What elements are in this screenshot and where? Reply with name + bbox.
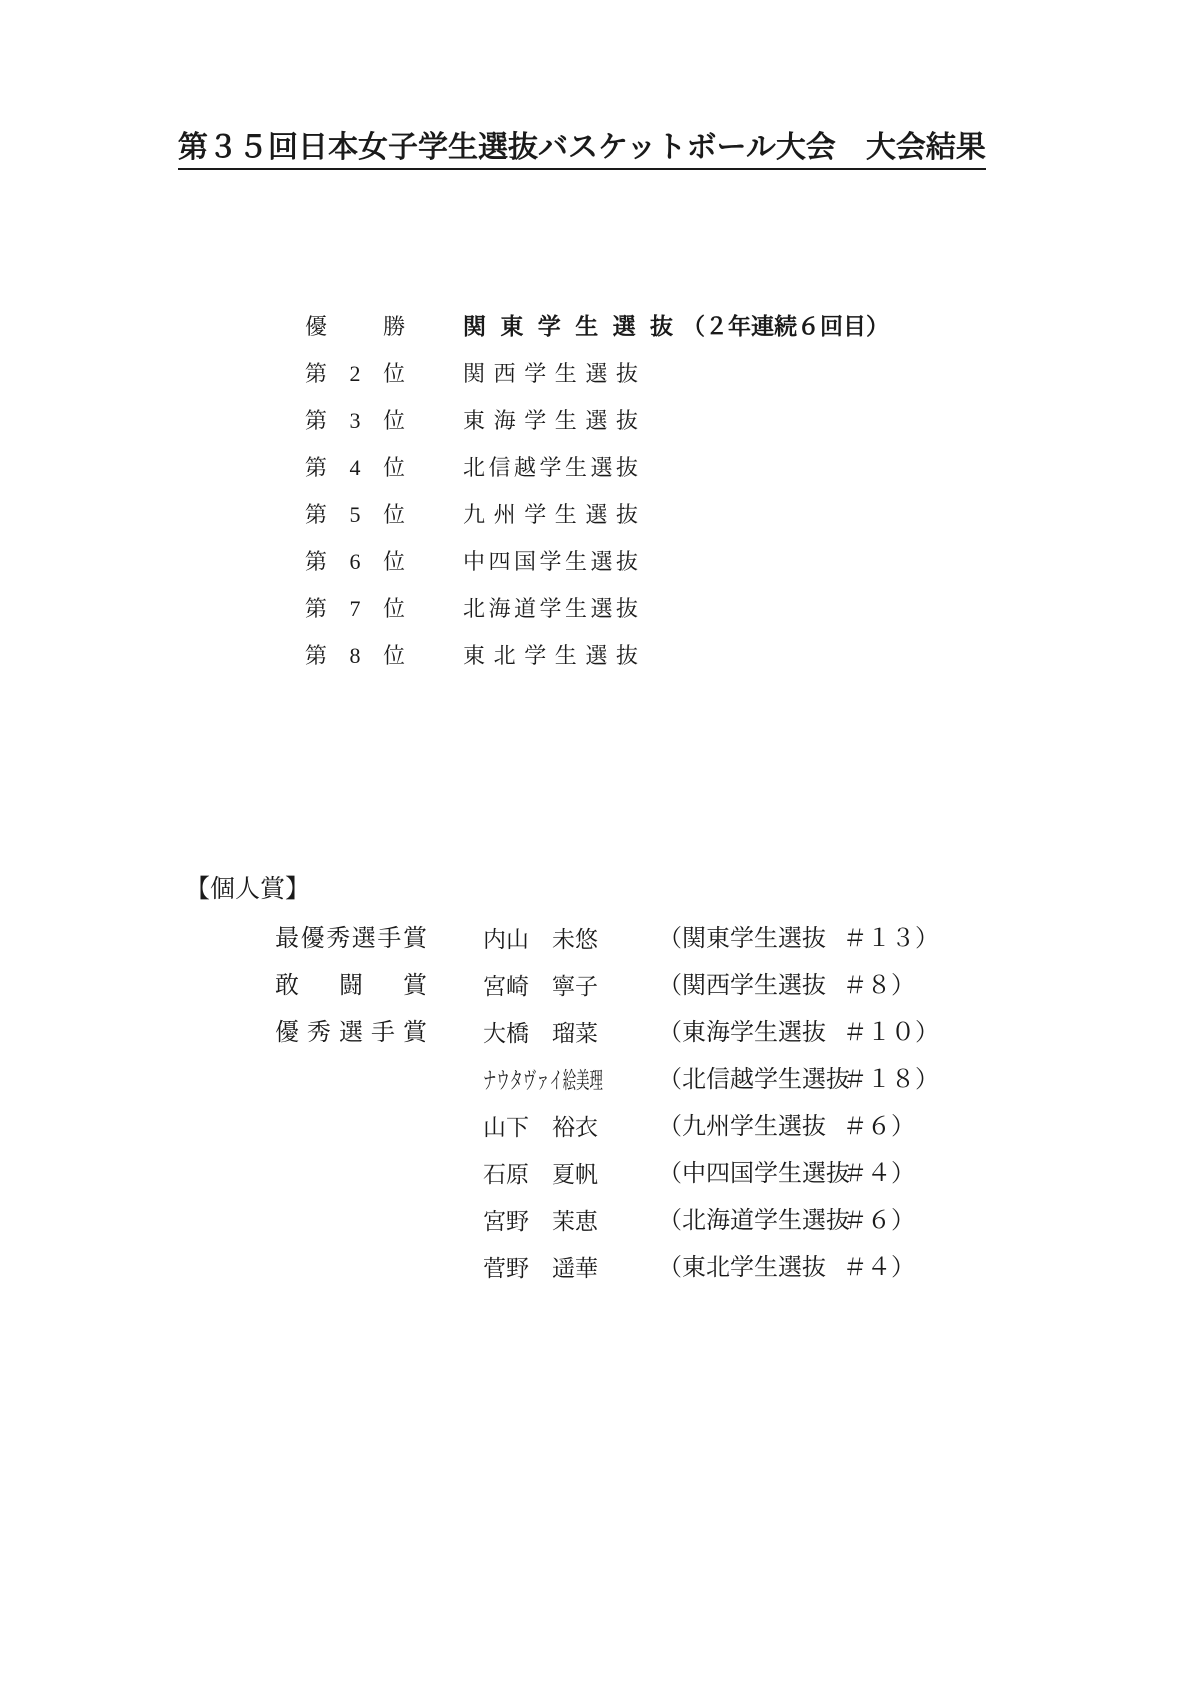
player-number: ＃４） [843, 1255, 915, 1281]
rank-label: 第4位 [305, 455, 405, 480]
player-number: ＃１８） [843, 1067, 939, 1093]
player-number: ＃１３） [843, 926, 939, 952]
rank-label: 第2位 [305, 361, 405, 386]
player-team: （北信越学生選抜 [658, 1067, 850, 1093]
team-name: 関西学生選抜 [463, 361, 638, 386]
individual-awards-heading: 【個人賞】 [185, 876, 311, 903]
award-title: 優秀選手賞 [275, 1020, 427, 1046]
player-team: （東海学生選抜 [658, 1020, 826, 1046]
page-title [178, 131, 986, 170]
player-name: ナウタヴァイ絵美理 [483, 1068, 603, 1093]
player-team: （中四国学生選抜 [658, 1161, 850, 1187]
rank-label: 第5位 [305, 502, 405, 527]
team-name: 東北学生選抜 [463, 643, 638, 668]
player-number: ＃１０） [843, 1020, 939, 1046]
rank-label: 優勝 [305, 314, 405, 339]
champion-note: （２年連続６回目） [682, 314, 889, 339]
player-name: 大橋 瑠菜 [483, 1021, 598, 1046]
rank-label: 第8位 [305, 643, 405, 668]
player-team: （九州学生選抜 [658, 1114, 826, 1140]
player-team: （東北学生選抜 [658, 1255, 826, 1281]
team-name: 関東学生選抜 [463, 314, 673, 339]
player-name: 石原 夏帆 [483, 1162, 598, 1187]
team-name: 東海学生選抜 [463, 408, 638, 433]
player-team: （北海道学生選抜 [658, 1208, 850, 1234]
player-team: （関西学生選抜 [658, 973, 826, 999]
player-number: ＃８） [843, 973, 915, 999]
player-name: 宮崎 寧子 [483, 974, 598, 999]
page-title-text: 第３５回日本女子学生選抜バスケットボール大会 大会結果 [178, 131, 986, 170]
player-number: ＃４） [843, 1161, 915, 1187]
player-number: ＃６） [843, 1114, 915, 1140]
rank-label: 第7位 [305, 596, 405, 621]
player-number: ＃６） [843, 1208, 915, 1234]
player-name: 内山 未悠 [483, 927, 598, 952]
team-name: 中四国学生選抜 [463, 549, 638, 574]
award-title: 敢闘賞 [275, 973, 427, 999]
player-name: 山下 裕衣 [483, 1115, 598, 1140]
player-name: 菅野 遥華 [483, 1256, 598, 1281]
award-title: 最優秀選手賞 [275, 926, 427, 952]
player-name: 宮野 茉恵 [483, 1209, 598, 1234]
rank-label: 第3位 [305, 408, 405, 433]
rank-label: 第6位 [305, 549, 405, 574]
team-name: 北海道学生選抜 [463, 596, 638, 621]
team-name: 九州学生選抜 [463, 502, 638, 527]
team-name: 北信越学生選抜 [463, 455, 638, 480]
player-team: （関東学生選抜 [658, 926, 826, 952]
